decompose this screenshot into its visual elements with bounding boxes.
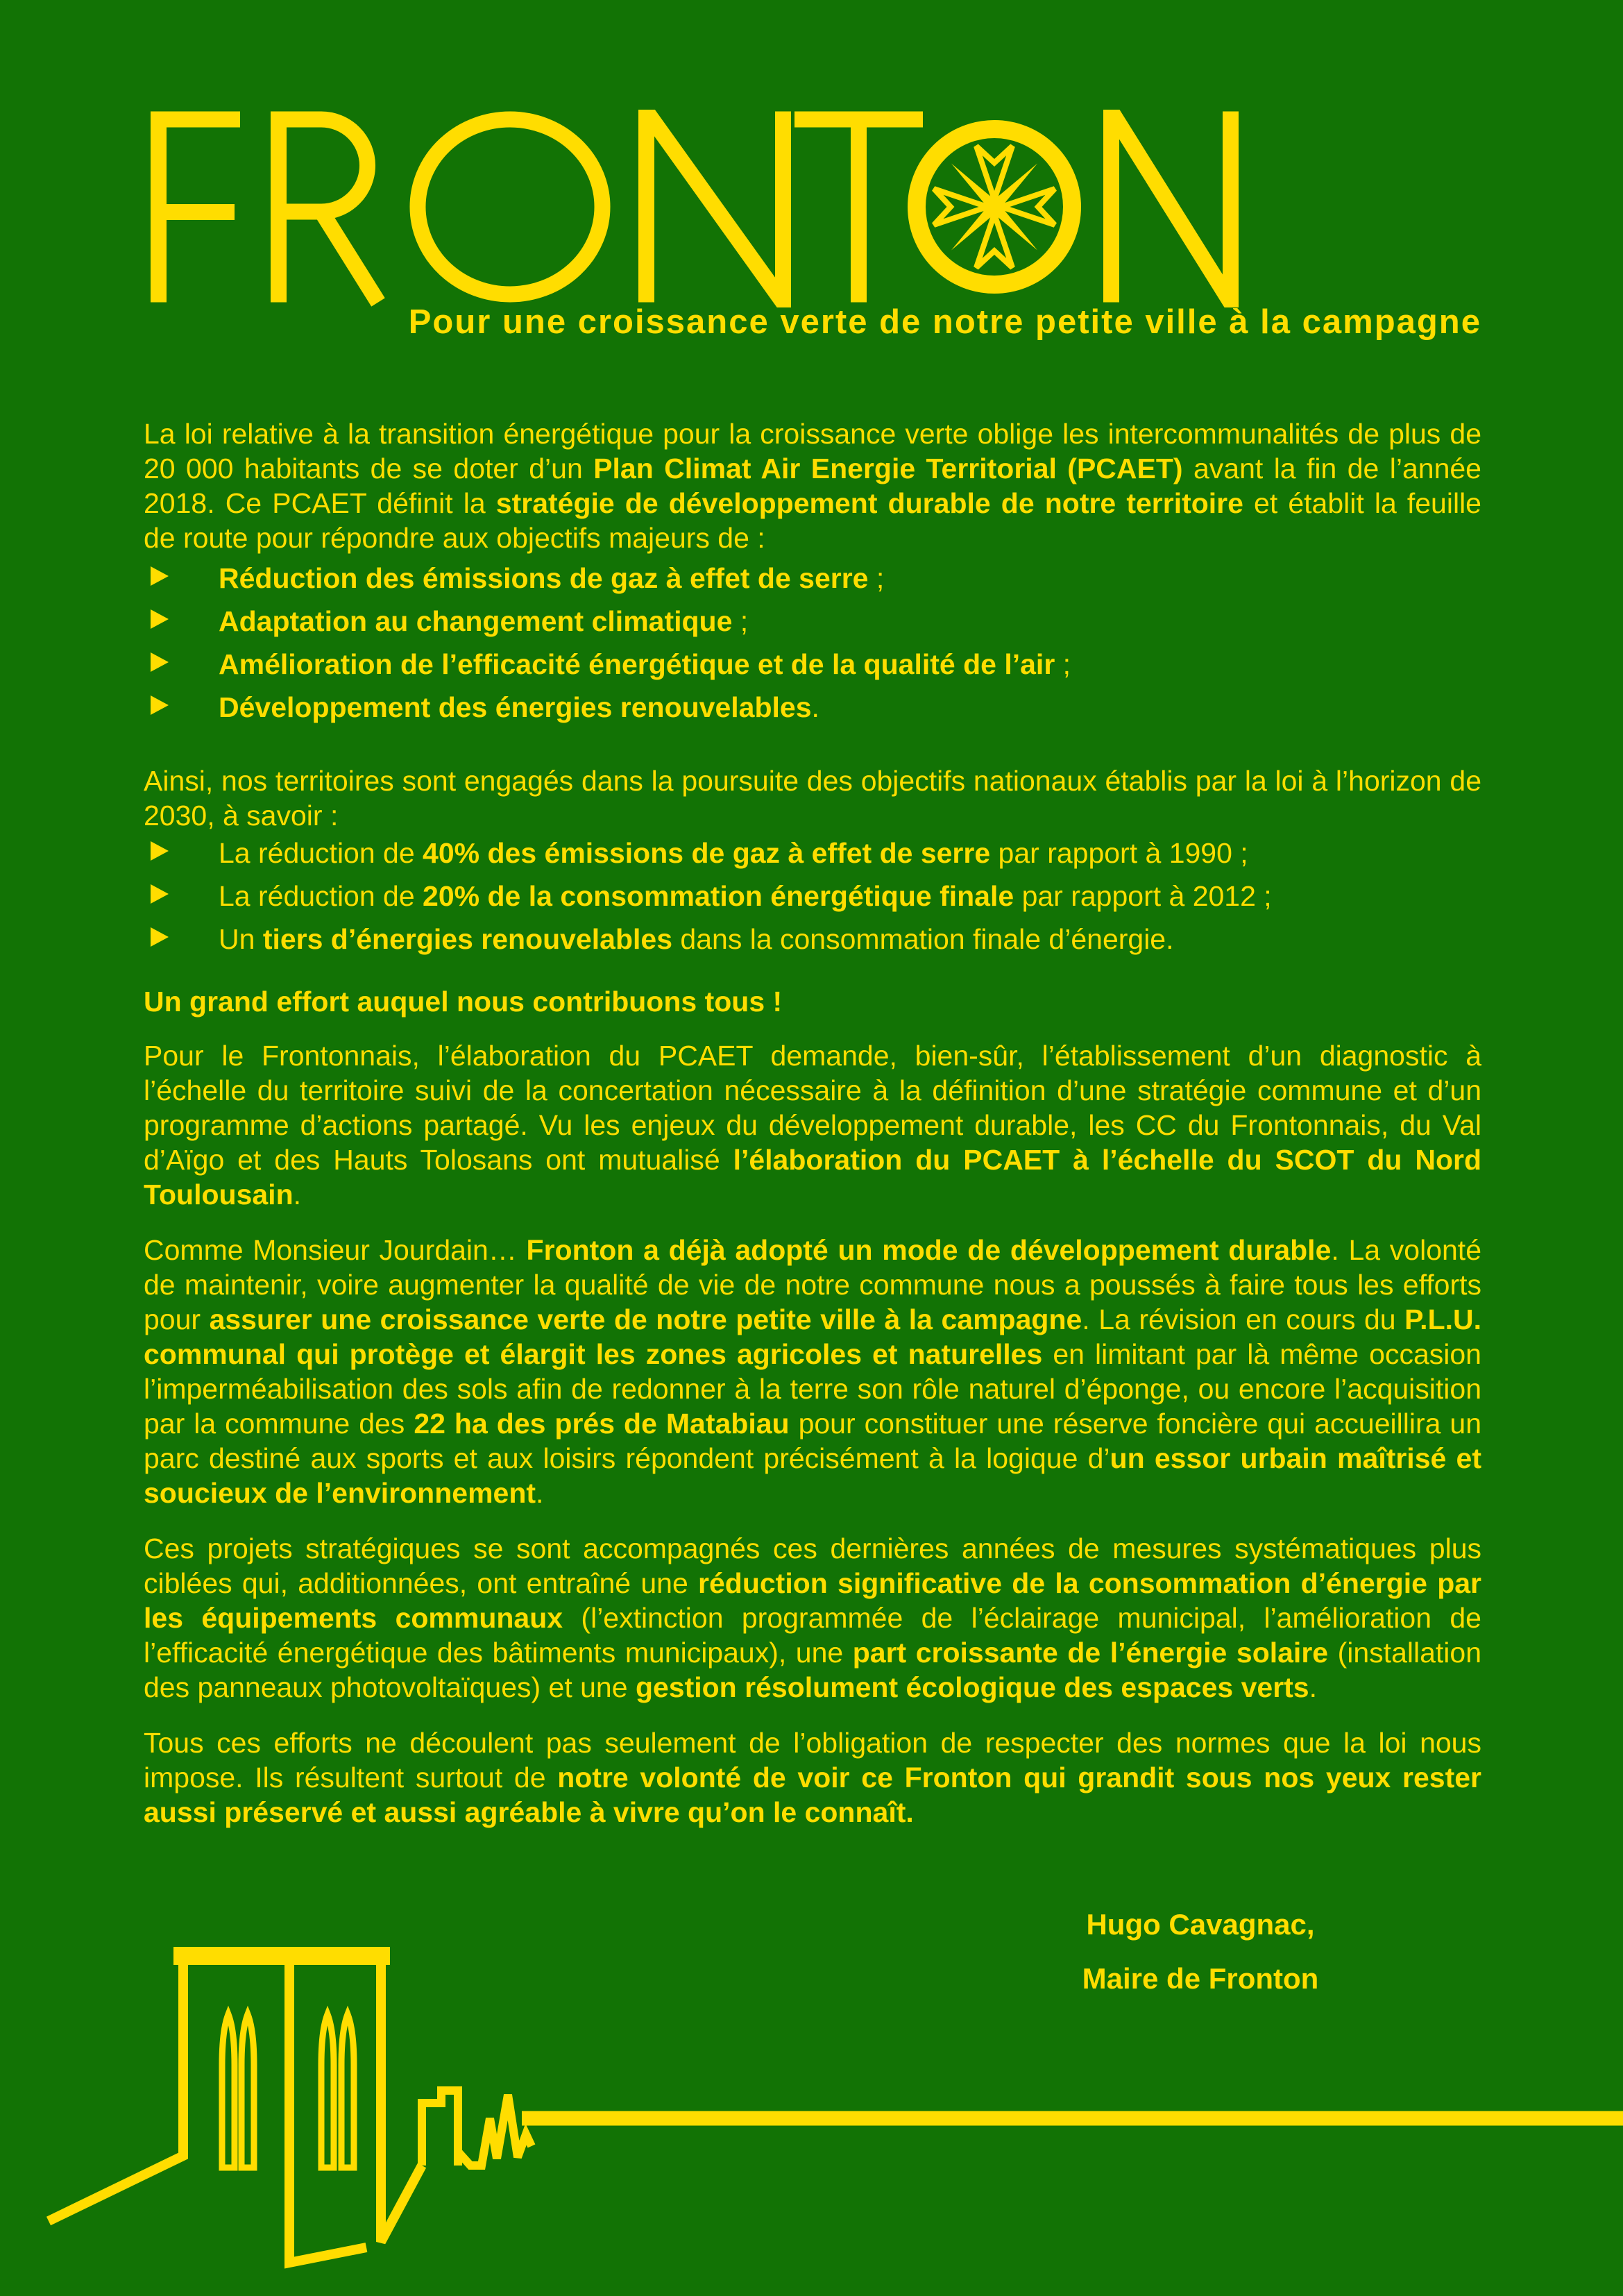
list-item bbox=[144, 879, 1481, 913]
paragraph-intro: La loi relative à la transition énergétique pour la croissance verte oblige les intercommunalités de plus de 20 000 habitants de se doter d’un Plan Climat Air Energie Territorial (PCAET) avant la fin de l’année 2018. Ce PCAET définit la stratégie de développement durable de notre territoire et établit la feuille de route pour répondre aux objectifs majeurs de : bbox=[144, 418, 1481, 554]
list-item-text: Développement des énergies renouvelables. bbox=[219, 691, 819, 723]
signature-name: Hugo Cavagnac, bbox=[1086, 1908, 1315, 1941]
list-item bbox=[144, 922, 1481, 956]
list-item-text: La réduction de 40% des émissions de gaz à effet de serre par rapport à 1990 ; bbox=[219, 837, 1248, 869]
bullet-arrow-icon bbox=[151, 652, 169, 672]
paragraph-conclusion: Tous ces efforts ne découlent pas seulement de l’obligation de respecter des normes que la loi nous impose. Ils résultent surtout de notre volonté de voir ce Fronton qui grandit sous nos yeux rester aussi préservé et aussi agréable à vivre qu’on le connaît. bbox=[144, 1727, 1481, 1828]
church-silhouette-graphic bbox=[0, 1936, 1623, 2296]
bullet-arrow-icon bbox=[151, 884, 169, 904]
list-item-text: Adaptation au changement climatique ; bbox=[219, 605, 749, 637]
bullet-arrow-icon bbox=[151, 695, 169, 715]
fronton-logo-lettering bbox=[139, 110, 1249, 307]
list-item bbox=[144, 647, 1481, 682]
page-subtitle: Pour une croissance verte de notre petite ville à la campagne bbox=[408, 303, 1481, 341]
bullet-arrow-icon bbox=[151, 927, 169, 947]
occitan-cross-icon bbox=[934, 146, 1055, 268]
callout-line: Un grand effort auquel nous contribuons tous ! bbox=[144, 986, 783, 1018]
paragraph-jourdain: Comme Monsieur Jourdain… Fronton a déjà adopté un mode de développement durable. La volonté de maintenir, voire augmenter la qualité de vie de notre commune nous a poussés à faire tous les efforts pour assurer une croissance verte de notre petite ville à la campagne. La révision en cours du P.L.U. communal qui protège et élargit les zones agricoles et naturelles en limitant par là même occasion l’imperméabilisation des sols afin de redonner à la terre son rôle naturel d’éponge, ou encore l’acquisition par la commune des 22 ha des prés de Matabiau pour constituer une réserve foncière qui accueillira un parc destiné aux sports et aux loisirs répondent précisément à la logique d’un essor urbain maîtrisé et soucieux de l’environnement. bbox=[144, 1234, 1482, 1509]
bullet-arrow-icon bbox=[151, 566, 169, 586]
article-body bbox=[144, 416, 1481, 1830]
targets-list bbox=[144, 836, 1481, 956]
list-item bbox=[144, 836, 1481, 870]
signature-role: Maire de Fronton bbox=[1082, 1962, 1319, 1995]
list-item-text: Réduction des émissions de gaz à effet de serre ; bbox=[219, 562, 885, 594]
fronton-logo bbox=[139, 110, 1249, 307]
paragraph-projets: Ces projets stratégiques se sont accompagnés ces dernières années de mesures systématiques plus ciblées qui, additionnées, ont entraîné une réduction significative de la consommation d’énergie par les équipements communaux (l’extinction programmée de l’éclairage municipal, l’amélioration de l’efficacité énergétique des bâtiments municipaux), une part croissante de l’énergie solaire (installation des panneaux photovoltaïques) et une gestion résolument écologique des espaces verts. bbox=[144, 1533, 1481, 1703]
paragraph-frontonnais: Pour le Frontonnais, l’élaboration du PCAET demande, bien-sûr, l’établissement d’un diagnostic à l’échelle du territoire suivi de la concertation nécessaire à la définition d’une stratégie commune et d’un programme d’actions partagé. Vu les enjeux du développement durable, les CC du Frontonnais, du Val d’Aïgo et des Hauts Tolosans ont mutualisé l’élaboration du PCAET à l’échelle du SCOT du Nord Toulousain. bbox=[144, 1040, 1482, 1210]
list-item-text: La réduction de 20% de la consommation énergétique finale par rapport à 2012 ; bbox=[219, 880, 1272, 912]
list-item-text: Un tiers d’énergies renouvelables dans la consommation finale d’énergie. bbox=[219, 923, 1174, 955]
bullet-arrow-icon bbox=[151, 841, 169, 861]
bullet-arrow-icon bbox=[151, 609, 169, 629]
list-item bbox=[144, 604, 1481, 639]
objectives-list bbox=[144, 561, 1481, 725]
list-item-text: Amélioration de l’efficacité énergétique et de la qualité de l’air ; bbox=[219, 648, 1071, 680]
list-item bbox=[144, 690, 1481, 725]
paragraph-national-goals: Ainsi, nos territoires sont engagés dans la poursuite des objectifs nationaux établis par la loi à l’horizon de 2030, à savoir : bbox=[144, 765, 1481, 832]
list-item bbox=[144, 561, 1481, 596]
